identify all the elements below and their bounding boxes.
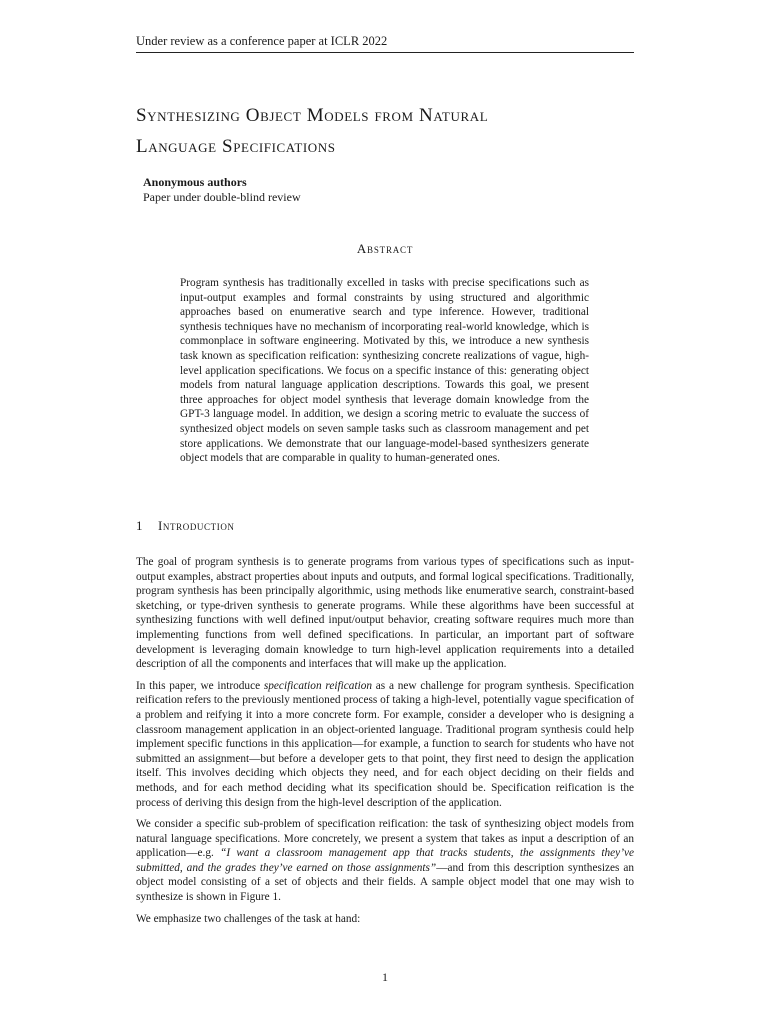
abstract-text: Program synthesis has traditionally excelled in tasks with precise specifications such as input-output examples and formal constraints by using structured and algorithmic approaches based on enumerative search and type inference. However, traditional synthesis techniques have no mechanism of incorporating real-world knowledge, which is commonplace in software engineering. Motivated by this, we introduce a new synthesis task known as specification reification: synthesizing concrete realizations of vague, high-level application specifications. We focus on a specific instance of this: generating object models from natural language application descriptions. Towards this goal, we present three approaches for object model synthesis that leverage domain knowledge from the GPT-3 language model. In addition, we design a scoring metric to evaluate the success of synthesized object models on seven sample tasks such as classroom management and pet store applications. We demonstrate that our language-model-based synthesizers generate object models that are comparable in quality to human-generated ones.	[180, 277, 589, 465]
author-name: Anonymous authors	[143, 175, 247, 189]
paper-title	[136, 100, 636, 162]
title-line-1: Synthesizing Object Models from Natural	[136, 105, 489, 126]
section-heading-introduction	[136, 518, 235, 534]
title-line-2: Language Specifications	[136, 136, 336, 157]
review-note: Paper under double-blind review	[143, 190, 301, 204]
paragraph-3	[136, 817, 634, 905]
paragraph-2-text-a: In this paper, we introduce	[136, 679, 264, 692]
section-title: Introduction	[158, 518, 235, 533]
paragraph-1: The goal of program synthesis is to generate programs from various types of specifications such as input-output examples, abstract properties about inputs and outputs, and formal logical specifications. Traditionally, program synthesis has been principally algorithmic, using methods like enumerative search, constraint-based sketching, or type-driven synthesis to generate programs. While these algorithms have been successful at synthesizing functions with well defined input/output behavior, creating software requires much more than implementing functions from well defined specifications. In particular, an important part of software development is leveraging domain knowledge to turn high-level application requirements into a detailed description of all the components and interfaces that will make up the application.	[136, 556, 634, 671]
author-block	[143, 175, 301, 205]
page-number: 1	[382, 970, 388, 984]
paragraph-4: We emphasize two challenges of the task at hand:	[136, 912, 361, 925]
paragraph-3-text-a: We consider a specific sub-problem of specification reification: the task of synthesizing object models from natural language specifications. More concretely, we present a system that takes as input a description of an application—e.g.	[136, 818, 634, 860]
term-specification-reification: specification reification	[263, 679, 373, 692]
section-number: 1	[136, 518, 144, 533]
body-text	[136, 555, 634, 933]
paragraph-3-text-b: —and from this description synthesizes an object model consisting of a set of objects and their fields. A sample object model that one may wish to synthesize is shown in Figure 1.	[136, 861, 634, 904]
example-quote: “I want a classroom management app that tracks students, the assignments they’ve submitted, and the grades they’ve earned on those assignments”	[136, 847, 634, 874]
paragraph-2	[136, 679, 634, 810]
paragraph-2-text-b: as a new challenge for program synthesis. Specification reification refers to the previously mentioned process of taking a high-level, potentially vague specification of a problem and reifying it into a more concrete form. For example, consider a developer who is designing a classroom management application in an object-oriented language. Traditional program synthesis could help implement specific functions in this application—for example, a function to search for students who have not submitted an assignment—but before a developer gets to that point, they first need to design the application itself. This involves deciding which objects they need, and for each object deciding on their fields and methods, and for each method deciding what its specification should be. Specification reification is the process of deriving this design from the high-level description of the application.	[136, 679, 634, 809]
abstract-heading: Abstract	[356, 241, 414, 256]
running-header: Under review as a conference paper at ICLR 2022	[136, 34, 634, 53]
